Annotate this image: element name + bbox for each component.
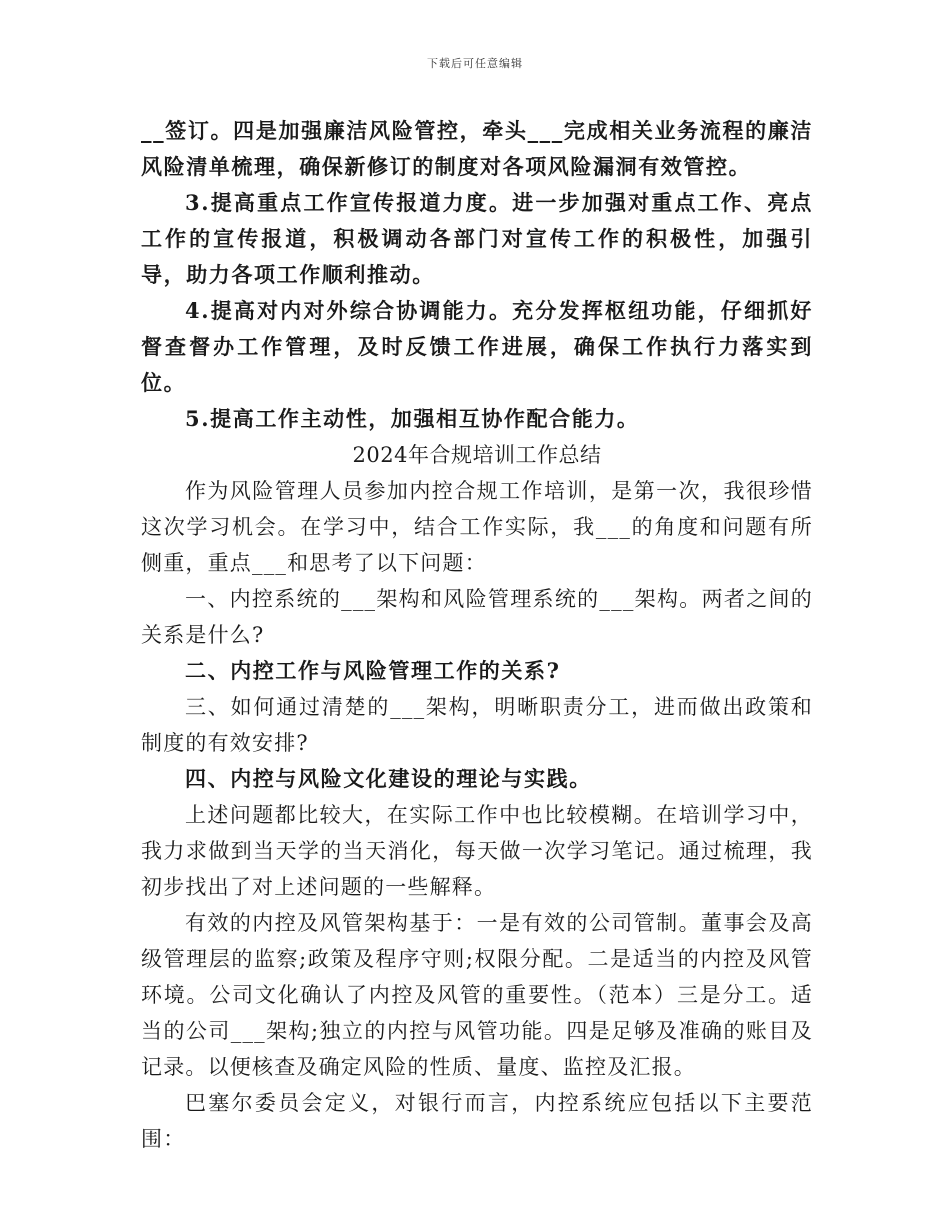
paragraph-12: 巴塞尔委员会定义，对银行而言，内控系统应包括以下主要范围： (141, 1091, 813, 1151)
paragraph-1: __签订。四是加强廉洁风险管控，牵头___完成相关业务流程的廉洁风险清单梳理，确保新修订的制度对各项风险漏洞有效管控。 (141, 118, 813, 179)
paragraph-5: 作为风险管理人员参加内控合规工作培训，是第一次，我很珍惜这次学习机会。在学习中，结合工作实际，我___的角度和问题有所侧重，重点___和思考了以下问题： (141, 479, 813, 575)
section-title: 2024年合规培训工作总结 (352, 443, 602, 467)
paragraph-10: 上述问题都比较大，在实际工作中也比较模糊。在培训学习中，我力求做到当天学的当天消化，每天做一次学习笔记。通过梳理，我初步找出了对上述问题的一些解释。 (141, 803, 813, 899)
page-header: 下载后可任意编辑 (427, 57, 523, 70)
paragraph-3: 4.提高对内对外综合协调能力。充分发挥枢纽功能，仔细抓好督查督办工作管理，及时反馈工作进展，确保工作执行力落实到位。 (141, 298, 813, 395)
paragraph-4: 5.提高工作主动性，加强相互协作配合能力。 (185, 406, 640, 431)
paragraph-6: 一、内控系统的___架构和风险管理系统的___架构。两者之间的关系是什么? (141, 587, 813, 647)
paragraph-2: 3.提高重点工作宣传报道力度。进一步加强对重点工作、亮点工作的宣传报道，积极调动各部门对宣传工作的积极性，加强引导，助力各项工作顺利推动。 (141, 190, 813, 287)
paragraph-8: 三、如何通过清楚的___架构，明晰职责分工，进而做出政策和制度的有效安排? (141, 695, 813, 755)
paragraph-7: 二、内控工作与风险管理工作的关系? (185, 658, 561, 683)
document-body (141, 113, 813, 1157)
paragraph-11: 有效的内控及风管架构基于：一是有效的公司管制。董事会及高级管理层的监察;政策及程序守则;权限分配。二是适当的内控及风管环境。公司文化确认了内控及风管的重要性。（范本）三是分工。适当的公司___架构;独立的内控与风管功能。四是足够及准确的账目及记录。以便核查及确定风险的性质、量度、监控及汇报。 (141, 911, 813, 1079)
paragraph-9: 四、内控与风险文化建设的理论与实践。 (185, 766, 592, 791)
